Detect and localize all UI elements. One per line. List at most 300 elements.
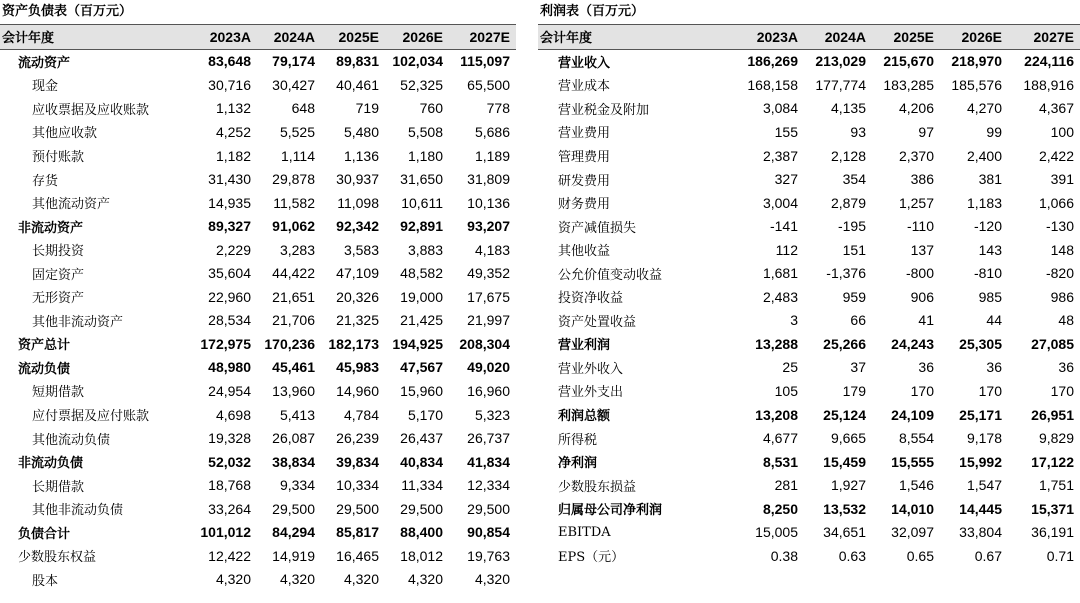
row-value: 218,970 [951, 53, 1002, 70]
row-value: 36 [1058, 359, 1074, 376]
balance-sheet-table [0, 25, 516, 591]
row-value: 40,461 [336, 76, 379, 93]
table-row [0, 309, 516, 333]
row-value: 3,583 [343, 241, 379, 258]
table-row [0, 426, 516, 450]
row-value: 16,960 [467, 382, 510, 399]
header-year: 2025E [321, 25, 385, 49]
row-value: 14,919 [272, 547, 315, 564]
row-label: 流动负债 [18, 361, 71, 377]
table-row [538, 73, 1080, 97]
row-value: 21,425 [400, 312, 443, 329]
row-value: 4,677 [762, 430, 798, 447]
row-value: 89,831 [336, 53, 379, 70]
row-value: 2,422 [1038, 147, 1074, 164]
row-value: 49,020 [467, 359, 510, 376]
table-row [0, 238, 516, 262]
row-value: 5,525 [279, 123, 315, 140]
table-row [0, 497, 516, 521]
row-value: 381 [978, 171, 1002, 188]
row-value: -120 [973, 218, 1002, 235]
table-row [538, 450, 1080, 474]
row-value: 22,960 [208, 288, 251, 305]
row-value: 41 [918, 312, 934, 329]
row-value: 1,183 [966, 194, 1002, 211]
row-value: 182,173 [328, 335, 379, 352]
row-value: 14,935 [208, 194, 251, 211]
row-value: 25 [782, 359, 798, 376]
table-row [0, 97, 516, 121]
row-label: 营业税金及附加 [558, 102, 650, 118]
row-value: 0.71 [1046, 547, 1074, 564]
header-fiscal-year: 会计年度 [538, 25, 740, 49]
row-value: 24,954 [208, 382, 251, 399]
row-value: 90,854 [467, 524, 510, 541]
table-row [0, 379, 516, 403]
row-value: 15,005 [755, 524, 798, 541]
table-row [538, 426, 1080, 450]
header-year: 2024A [804, 25, 872, 49]
row-label: EPS（元） [558, 550, 625, 566]
table-row [538, 497, 1080, 521]
row-value: 9,178 [966, 430, 1002, 447]
row-value: 4,367 [1038, 100, 1074, 117]
row-label: 其他非流动负债 [32, 503, 124, 519]
row-value: 208,304 [459, 335, 510, 352]
row-value: 13,288 [755, 335, 798, 352]
row-value: 170,236 [264, 335, 315, 352]
row-value: 33,264 [208, 500, 251, 517]
row-label: 其他流动负债 [32, 432, 111, 448]
balance-sheet-title: 资产负债表（百万元） [0, 0, 516, 25]
row-value: 29,500 [336, 500, 379, 517]
row-value: 25,171 [959, 406, 1002, 423]
row-value: 41,834 [467, 453, 510, 470]
row-value: 17,675 [467, 288, 510, 305]
row-value: -1,376 [826, 265, 866, 282]
table-row [538, 261, 1080, 285]
row-value: 29,500 [467, 500, 510, 517]
row-value: 14,010 [891, 500, 934, 517]
table-row [538, 285, 1080, 309]
table-row [0, 332, 516, 356]
header-fiscal-year: 会计年度 [0, 25, 196, 49]
row-value: 14,960 [336, 382, 379, 399]
row-value: 185,576 [951, 76, 1002, 93]
header-year: 2027E [449, 25, 516, 49]
table-row [0, 261, 516, 285]
table-row [0, 403, 516, 427]
header-year: 2023A [740, 25, 804, 49]
row-label: 资产处置收益 [558, 314, 637, 330]
row-value: 92,891 [400, 218, 443, 235]
row-value: 48 [1058, 312, 1074, 329]
row-value: 85,817 [336, 524, 379, 541]
row-value: 16,465 [336, 547, 379, 564]
row-value: 15,555 [891, 453, 934, 470]
row-value: 9,829 [1038, 430, 1074, 447]
row-value: 21,706 [272, 312, 315, 329]
row-value: 2,483 [762, 288, 798, 305]
row-label: 应收票据及应收账款 [32, 102, 150, 118]
row-value: 25,266 [823, 335, 866, 352]
row-value: 47,109 [336, 265, 379, 282]
row-value: 79,174 [272, 53, 315, 70]
table-row [538, 167, 1080, 191]
row-value: 26,737 [467, 430, 510, 447]
header-year: 2026E [940, 25, 1008, 49]
row-value: 26,437 [400, 430, 443, 447]
row-value: 760 [419, 100, 443, 117]
table-row [0, 120, 516, 144]
row-value: 9,665 [830, 430, 866, 447]
row-value: 327 [774, 171, 798, 188]
balance-sheet-body [0, 49, 516, 591]
income-statement-table [538, 25, 1080, 568]
row-label: 净利润 [558, 456, 598, 472]
row-value: 30,427 [272, 76, 315, 93]
row-label: 归属母公司净利润 [558, 503, 663, 519]
row-value: 0.65 [906, 547, 934, 564]
row-value: 15,960 [400, 382, 443, 399]
row-value: 65,500 [467, 76, 510, 93]
table-row [0, 544, 516, 568]
row-value: 40,834 [400, 453, 443, 470]
row-value: 4,183 [474, 241, 510, 258]
row-value: 168,158 [747, 76, 798, 93]
row-value: 2,370 [898, 147, 934, 164]
row-value: 1,927 [830, 477, 866, 494]
row-value: 48,582 [400, 265, 443, 282]
row-value: 1,546 [898, 477, 934, 494]
row-value: 4,320 [279, 571, 315, 588]
row-value: 27,085 [1031, 335, 1074, 352]
row-value: 91,062 [272, 218, 315, 235]
row-value: 2,229 [215, 241, 251, 258]
row-value: 88,400 [400, 524, 443, 541]
row-label: 少数股东损益 [558, 479, 637, 495]
row-label: 长期投资 [32, 244, 85, 260]
table-row [538, 214, 1080, 238]
header-year: 2025E [872, 25, 940, 49]
row-value: -141 [769, 218, 798, 235]
row-value: 13,208 [755, 406, 798, 423]
header-year: 2026E [385, 25, 449, 49]
row-value: 4,698 [215, 406, 251, 423]
row-value: 2,879 [830, 194, 866, 211]
row-value: 4,320 [215, 571, 251, 588]
row-label: 利润总额 [558, 409, 611, 425]
row-value: 391 [1050, 171, 1074, 188]
row-value: 20,326 [336, 288, 379, 305]
row-value: 10,136 [467, 194, 510, 211]
row-value: 97 [918, 123, 934, 140]
row-label: 财务费用 [558, 197, 611, 213]
row-value: 29,500 [400, 500, 443, 517]
row-value: 21,651 [272, 288, 315, 305]
row-label: 资产减值损失 [558, 220, 637, 236]
row-value: 224,116 [1024, 53, 1074, 70]
row-value: 21,997 [467, 312, 510, 329]
row-value: 26,087 [272, 430, 315, 447]
row-value: 31,650 [400, 171, 443, 188]
row-value: 48,980 [208, 359, 251, 376]
row-value: 36 [986, 359, 1002, 376]
row-label: 营业利润 [558, 338, 611, 354]
row-value: 1,547 [966, 477, 1002, 494]
balance-sheet-panel [0, 0, 516, 591]
row-value: 5,170 [407, 406, 443, 423]
row-label: 营业收入 [558, 55, 611, 71]
row-value: 32,097 [891, 524, 934, 541]
row-value: 101,012 [200, 524, 251, 541]
row-value: 31,430 [208, 171, 251, 188]
row-value: 39,834 [336, 453, 379, 470]
row-value: 11,582 [273, 194, 315, 211]
row-value: 186,269 [747, 53, 798, 70]
row-label: 短期借款 [32, 385, 85, 401]
row-value: 1,180 [407, 147, 443, 164]
row-label: 所得税 [558, 432, 598, 448]
table-row [538, 97, 1080, 121]
table-row [538, 120, 1080, 144]
row-value: 5,323 [474, 406, 510, 423]
row-label: 营业费用 [558, 126, 611, 142]
row-value: 179 [842, 382, 866, 399]
row-value: 9,334 [279, 477, 315, 494]
row-value: 5,686 [474, 123, 510, 140]
row-label: 营业外支出 [558, 385, 624, 401]
row-value: 84,294 [272, 524, 315, 541]
row-value: 36,191 [1031, 524, 1074, 541]
row-value: 14,445 [959, 500, 1002, 517]
row-value: 52,325 [400, 76, 443, 93]
row-value: 2,128 [830, 147, 866, 164]
row-value: 44 [986, 312, 1002, 329]
row-value: 99 [986, 123, 1002, 140]
row-value: 93 [850, 123, 866, 140]
row-value: 45,461 [272, 359, 315, 376]
row-value: 21,325 [336, 312, 379, 329]
row-value: 1,114 [281, 147, 315, 164]
row-value: 10,611 [401, 194, 443, 211]
header-year: 2023A [196, 25, 257, 49]
row-value: 29,500 [272, 500, 315, 517]
row-value: 105 [774, 382, 798, 399]
row-value: 4,252 [215, 123, 251, 140]
table-row [0, 285, 516, 309]
row-value: 4,270 [966, 100, 1002, 117]
row-value: 137 [910, 241, 934, 258]
row-value: 12,334 [467, 477, 510, 494]
table-row [538, 49, 1080, 73]
row-value: 15,992 [959, 453, 1002, 470]
row-value: 89,327 [208, 218, 251, 235]
row-label: 其他流动资产 [32, 197, 111, 213]
table-row [538, 403, 1080, 427]
table-row [0, 520, 516, 544]
row-value: 959 [842, 288, 866, 305]
row-value: 26,951 [1031, 406, 1074, 423]
row-value: 30,716 [208, 76, 251, 93]
row-value: 5,413 [279, 406, 315, 423]
row-value: 8,554 [898, 430, 934, 447]
table-row [538, 332, 1080, 356]
row-label: 非流动资产 [18, 220, 84, 236]
row-value: 985 [978, 288, 1002, 305]
row-value: 354 [842, 171, 866, 188]
row-value: 215,670 [883, 53, 934, 70]
row-value: 151 [842, 241, 866, 258]
row-value: 1,136 [343, 147, 379, 164]
row-label: 其他非流动资产 [32, 314, 124, 330]
table-row [0, 214, 516, 238]
row-value: 143 [978, 241, 1002, 258]
row-value: 4,206 [898, 100, 934, 117]
row-value: 35,604 [208, 265, 251, 282]
row-value: 1,751 [1038, 477, 1074, 494]
row-value: 1,257 [898, 194, 934, 211]
balance-sheet-header-row [0, 25, 516, 49]
row-value: 719 [355, 100, 379, 117]
row-value: 13,960 [272, 382, 315, 399]
row-value: 183,285 [883, 76, 934, 93]
table-row [538, 144, 1080, 168]
row-label: 应付票据及应付账款 [32, 409, 150, 425]
row-value: 986 [1050, 288, 1074, 305]
row-value: 4,320 [343, 571, 379, 588]
row-value: 100 [1050, 123, 1074, 140]
row-value: 1,066 [1038, 194, 1074, 211]
row-value: 3,883 [407, 241, 443, 258]
row-label: 投资净收益 [558, 291, 624, 307]
row-value: 19,000 [400, 288, 443, 305]
row-value: 2,400 [966, 147, 1002, 164]
row-label: 预付账款 [32, 150, 85, 165]
row-value: 83,648 [208, 53, 251, 70]
row-label: 长期借款 [32, 479, 85, 495]
row-value: -810 [973, 265, 1002, 282]
row-value: 172,975 [200, 335, 251, 352]
row-value: 3 [790, 312, 798, 329]
row-value: 8,531 [762, 453, 798, 470]
row-value: 15,459 [823, 453, 866, 470]
row-value: 3,004 [762, 194, 798, 211]
row-value: 25,124 [823, 406, 866, 423]
row-value: 10,334 [336, 477, 379, 494]
row-value: 177,774 [815, 76, 866, 93]
row-value: 3,283 [279, 241, 315, 258]
income-statement-panel [538, 0, 1080, 568]
row-value: 1,132 [215, 100, 251, 117]
row-value: 0.63 [838, 547, 866, 564]
row-value: 5,480 [343, 123, 379, 140]
row-value: 213,029 [815, 53, 866, 70]
table-row [538, 520, 1080, 544]
header-year: 2024A [257, 25, 321, 49]
row-value: 3,084 [762, 100, 798, 117]
row-value: 24,243 [891, 335, 934, 352]
row-value: -110 [907, 218, 934, 235]
table-row [538, 544, 1080, 568]
row-value: 386 [910, 171, 934, 188]
row-value: 8,250 [762, 500, 798, 517]
row-label: EBITDA [558, 524, 611, 540]
row-value: 1,189 [474, 147, 510, 164]
row-value: 11,334 [401, 477, 443, 494]
row-value: 0.38 [770, 547, 798, 564]
row-label: 存货 [32, 173, 59, 189]
table-row [0, 473, 516, 497]
table-row [0, 167, 516, 191]
row-value: 155 [774, 123, 798, 140]
row-value: 36 [918, 359, 934, 376]
income-statement-header-row [538, 25, 1080, 49]
row-label: 流动资产 [18, 55, 71, 71]
row-value: -800 [905, 265, 934, 282]
row-label: 资产总计 [18, 338, 71, 354]
row-value: 1,681 [762, 265, 798, 282]
table-row [0, 73, 516, 97]
row-value: 34,651 [823, 524, 866, 541]
row-value: 12,422 [208, 547, 251, 564]
income-statement-body [538, 49, 1080, 568]
row-value: 49,352 [467, 265, 510, 282]
row-value: 188,916 [1023, 76, 1074, 93]
row-value: 4,320 [407, 571, 443, 588]
row-value: 170 [910, 382, 934, 399]
row-value: 281 [774, 477, 798, 494]
table-row [0, 356, 516, 380]
row-label: 研发费用 [558, 173, 611, 189]
row-value: 5,508 [407, 123, 443, 140]
row-value: 4,784 [343, 406, 379, 423]
row-value: -820 [1045, 265, 1074, 282]
row-value: -195 [837, 218, 866, 235]
row-value: 170 [1050, 382, 1074, 399]
row-value: 52,032 [208, 453, 251, 470]
row-value: 33,804 [959, 524, 1002, 541]
table-row [538, 191, 1080, 215]
row-label: 负债合计 [18, 526, 71, 542]
row-value: 19,328 [208, 430, 251, 447]
row-value: 66 [850, 312, 866, 329]
table-row [538, 309, 1080, 333]
table-row [0, 49, 516, 73]
row-label: 其他收益 [558, 244, 611, 260]
row-value: 28,534 [208, 312, 251, 329]
row-value: 648 [291, 100, 315, 117]
row-value: 170 [978, 382, 1002, 399]
row-value: 37 [850, 359, 866, 376]
row-value: 15,371 [1031, 500, 1074, 517]
table-row [538, 473, 1080, 497]
row-label: 固定资产 [32, 267, 85, 283]
row-value: 148 [1050, 241, 1074, 258]
row-label: 现金 [32, 79, 59, 95]
row-value: 24,109 [891, 406, 934, 423]
row-label: 营业成本 [558, 79, 611, 95]
row-value: 92,342 [336, 218, 379, 235]
row-value: 194,925 [392, 335, 443, 352]
row-label: 少数股东权益 [18, 550, 97, 566]
row-value: 115,097 [460, 53, 510, 70]
table-row [538, 356, 1080, 380]
row-label: 非流动负债 [18, 456, 84, 472]
row-value: 11,098 [337, 194, 379, 211]
row-value: 1,182 [215, 147, 251, 164]
row-value: 93,207 [467, 218, 510, 235]
